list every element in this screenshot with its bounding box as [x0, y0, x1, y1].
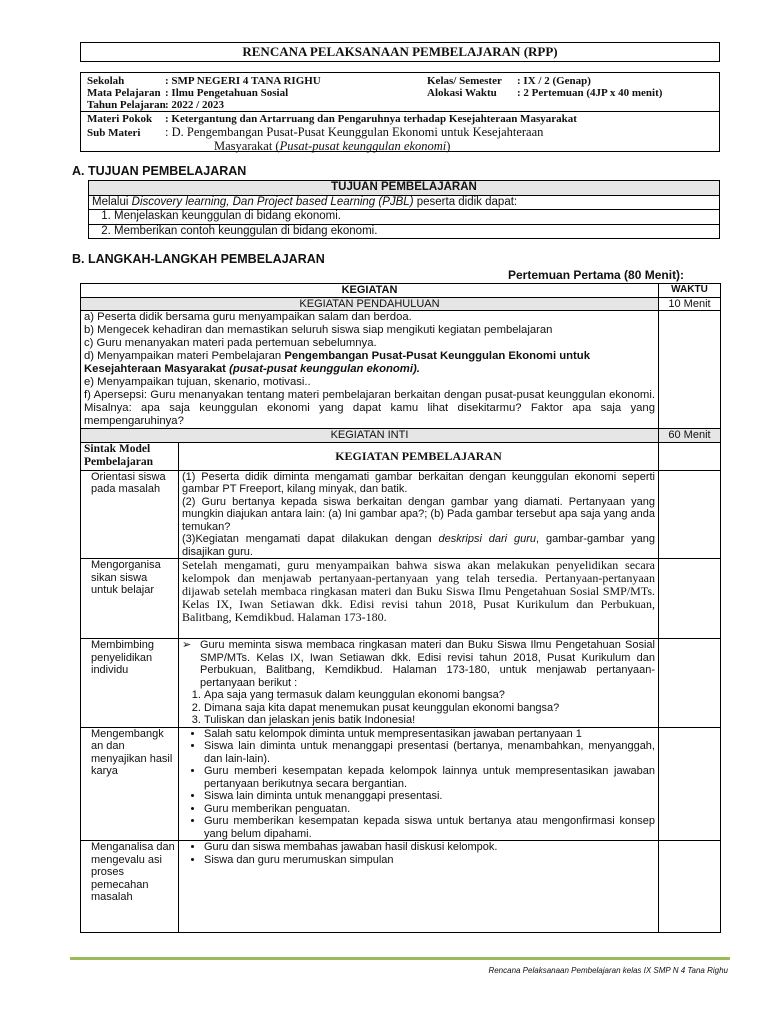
sintak-header: Sintak Model Pembelajaran: [81, 442, 179, 470]
sub-value-line1: : D. Pengembangan Pusat-Pusat Keunggulan Ekonomi untuk Kesejahteraan: [165, 125, 544, 139]
step5-content: [179, 841, 659, 933]
inti-time: 60 Menit: [659, 429, 721, 443]
tahun-value: : 2022 / 2023: [165, 99, 224, 111]
step3-intro: [182, 639, 655, 689]
step5-item: • Siswa dan guru merumuskan simpulan: [204, 854, 655, 867]
tujuan-item: 1. Menjelaskan keunggulan di bidang ekonomi.: [114, 210, 716, 224]
sekolah-label: Sekolah: [87, 75, 125, 87]
materi-value: : Ketergantung dan Artarruang dan Pengaruhnya terhadap Kesejahteraan Masyarakat: [165, 113, 577, 125]
step1-c-prefix: (3)Kegiatan mengamati dapat dilakukan dengan: [182, 533, 439, 545]
pend-d-bold: Pengembangan Pusat-Pusat Keunggulan Ekonomi untuk Kesejahteraan Masyarakat: [84, 350, 590, 375]
pend-d-prefix: d) Menyampaikan materi Pembelajaran: [84, 350, 285, 362]
step3-name: Membimbing penyelidikan individu: [81, 639, 179, 728]
question-item: 3. Tuliskan dan jelaskan jenis batik Indonesia!: [204, 714, 655, 727]
step1-item: [182, 533, 655, 558]
tahun-row: [87, 99, 224, 111]
section-b-heading: B. LANGKAH-LANGKAH PEMBELAJARAN: [72, 252, 325, 266]
step2-name: Mengorganisa sikan siswa untuk belajar: [81, 559, 179, 639]
step1-name: Orientasi siswa pada masalah: [81, 470, 179, 559]
tujuan-intro-italic: Discovery learning, Dan Project based Learning (PJBL): [131, 195, 414, 208]
step3-text: Guru meminta siswa membaca ringkasan materi dan Buku Siswa Ilmu Pengetahuan Sosial SMP/MTs. Kelas IX, Iwan Setiawan dkk. Edisi revisi tahun 2018, Pusat Kurikulum dan Perbukuan, Balitbang, Kemdikbud. Halaman 173-180, untuk menjawab pertanyaan-pertanyaan berikut :: [200, 639, 655, 689]
question-item: 1. Apa saja yang termasuk dalam keunggulan ekonomi bangsa?: [204, 689, 655, 702]
step4-name: Mengembangk an dan menyajikan hasil karya: [81, 727, 179, 841]
materi-label: Materi Pokok: [87, 113, 153, 125]
tahun-label: Tahun Pelajaran: [87, 99, 166, 111]
inti-label: KEGIATAN INTI: [81, 429, 659, 443]
mapel-value: : Ilmu Pengetahuan Sosial: [165, 87, 289, 99]
pend-d-italic: (pusat-pusat keunggulan ekonomi).: [225, 363, 420, 375]
step4-item: • Siswa lain diminta untuk menanggapi presentasi (bertanya, menambahkan, menyanggah, dan lain-lain).: [204, 740, 655, 765]
step5-list: [182, 841, 655, 866]
kelas-value: : IX / 2 (Genap): [517, 75, 591, 87]
step3-content: [179, 639, 659, 728]
kelas-label: Kelas/ Semester: [427, 75, 502, 87]
step5-name: Menganalisa dan mengevalu asi proses pemecahan masalah: [81, 841, 179, 933]
arrow-icon: ➢: [182, 639, 192, 651]
title-text: RENCANA PELAKSANAAN PEMBELAJARAN (RPP): [242, 44, 558, 59]
empty-cell: [659, 841, 721, 933]
sekolah-value: : SMP NEGERI 4 TANA RIGHU: [165, 75, 321, 87]
tujuan-list-cell: [89, 210, 720, 225]
sub-row: [87, 125, 543, 140]
question-item: 2. Dimana saja kita dapat menemukan pusat keunggulan ekonomi bangsa?: [204, 702, 655, 715]
tujuan-item: 2. Memberikan contoh keunggulan di bidang ekonomi.: [114, 225, 716, 239]
tujuan-list: [92, 210, 716, 224]
waktu-value: : 2 Pertemuan (4JP x 40 menit): [517, 87, 663, 99]
pendahuluan-label: KEGIATAN PENDAHULUAN: [81, 297, 659, 311]
sub-row-2: [214, 139, 450, 154]
empty-cell: [659, 639, 721, 728]
step1-item: (1) Peserta didik diminta mengamati gambar berkaitan dengan keunggulan ekonomi seperti gambar PT Freeport, kilang minyak, dan batik.: [182, 470, 655, 495]
kegiatan-header: KEGIATAN: [81, 284, 659, 298]
page-title: [80, 42, 720, 62]
step4-content: [179, 727, 659, 841]
step4-item: • Siswa lain diminta untuk menanggapi presentasi.: [204, 790, 655, 803]
tujuan-intro-prefix: Melalui: [92, 195, 132, 208]
mapel-row: [87, 87, 288, 99]
page-footer: Rencana Pelaksanaan Pembelajaran kelas IX SMP N 4 Tana Righu: [488, 966, 728, 975]
step1-item: (2) Guru bertanya kepada siswa berkaitan dengan gambar yang diamati. Pertanyaan yang mungkin diajukan antara lain: (a) Ini gambar apa?; (b) Pada gambar tersebut apa saja yang anda temukan?: [182, 495, 655, 533]
step4-item: • Guru memberi kesempatan kepada kelompok lainnya untuk mempresentasikan jawaban pertanyaan berikutnya secara bergantian.: [204, 765, 655, 790]
sub-label: Sub Materi: [87, 127, 141, 139]
pendahuluan-empty: [659, 311, 721, 429]
waktu-label: Alokasi Waktu: [427, 87, 497, 99]
pend-b: b) Mengecek kehadiran dan memastikan seluruh siswa siap mengikuti kegiatan pembelajaran: [84, 324, 553, 336]
meeting-label: Pertemuan Pertama (80 Menit):: [508, 268, 685, 282]
pend-e: e) Menyampaikan tujuan, skenario, motivasi..: [84, 376, 311, 388]
tujuan-header: TUJUAN PEMBELAJARAN: [89, 181, 720, 196]
langkah-table: [80, 283, 721, 933]
kegiatan-pembelajaran-header: KEGIATAN PEMBELAJARAN: [179, 442, 659, 470]
waktu-header: WAKTU: [659, 284, 721, 298]
pend-f: f) Apersepsi: Guru menanyakan tentang materi pembelajaran berkaitan dengan pusat-pusat keunggulan ekonomi. Misalnya: apa saja keunggulan ekonomi yang dapat kamu lihat disekitarmu? Faktor apa saja yang mempengaruhinya?: [84, 389, 655, 427]
pend-a: a) Peserta didik bersama guru menyampaikan salam dan berdoa.: [84, 311, 412, 323]
tujuan-intro-suffix: peserta didik dapat:: [413, 195, 518, 208]
footer-line: [70, 957, 730, 960]
step4-item: • Salah satu kelompok diminta untuk mempresentasikan jawaban pertanyaan 1: [204, 728, 655, 741]
waktu-row: [427, 87, 662, 99]
pendahuluan-content: [81, 311, 659, 429]
step4-item: • Guru memberikan kesempatan kepada siswa untuk bertanya atau mengonfirmasi konsep yang belum dipahami.: [204, 815, 655, 840]
section-a-heading: A. TUJUAN PEMBELAJARAN: [72, 164, 247, 178]
divider: [81, 111, 719, 112]
tujuan-table: [88, 180, 720, 239]
empty-cell: [659, 470, 721, 559]
step1-c-italic: deskripsi dari guru: [438, 533, 537, 545]
sekolah-row: [87, 75, 321, 87]
identity-box: [80, 72, 720, 152]
step3-questions: [182, 689, 655, 727]
pend-d: [84, 350, 655, 376]
mapel-label: Mata Pelajaran: [87, 87, 161, 99]
materi-row: [87, 113, 577, 125]
sub-value-line2b: Pusat-pusat keunggulan ekonomi: [279, 139, 447, 153]
step1-c-suffix: , gambar-gambar yang disajikan guru.: [182, 533, 656, 558]
step4-item: • Guru memberikan penguatan.: [204, 803, 655, 816]
empty-cell: [659, 559, 721, 639]
tujuan-list: [92, 225, 716, 239]
pendahuluan-time: 10 Menit: [659, 297, 721, 311]
tujuan-list-cell: [89, 224, 720, 239]
sub-value-line2c: ): [446, 139, 451, 153]
step5-item: • Guru dan siswa membahas jawaban hasil diskusi kelompok.: [204, 841, 655, 854]
empty-cell: [659, 442, 721, 470]
empty-cell: [659, 727, 721, 841]
tujuan-intro: [89, 195, 720, 210]
step4-list: [182, 728, 655, 841]
sub-value-line2a: Masyarakat (: [214, 139, 280, 153]
pend-c: c) Guru menanyakan materi pada pertemuan sebelumnya.: [84, 337, 377, 349]
step2-content: Setelah mengamati, guru menyampaikan bahwa siswa akan melakukan penyelidikan secara kelompok dan menjawab pertanyaan-pertanyaan yang telah tersedia. Pertanyaan-pertanyaan dijawab setelah membaca ringkasan materi dan Buku Siswa Ilmu Pengetahuan Sosial SMP/MTs. Kelas IX, Iwan Setiawan dkk. Edisi revisi tahun 2018, Pusat Kurikulum dan Perbukuan, Balitbang, Kemdikbud. Halaman 173-180.: [179, 559, 659, 639]
step1-content: [179, 470, 659, 559]
kelas-row: [427, 75, 591, 87]
